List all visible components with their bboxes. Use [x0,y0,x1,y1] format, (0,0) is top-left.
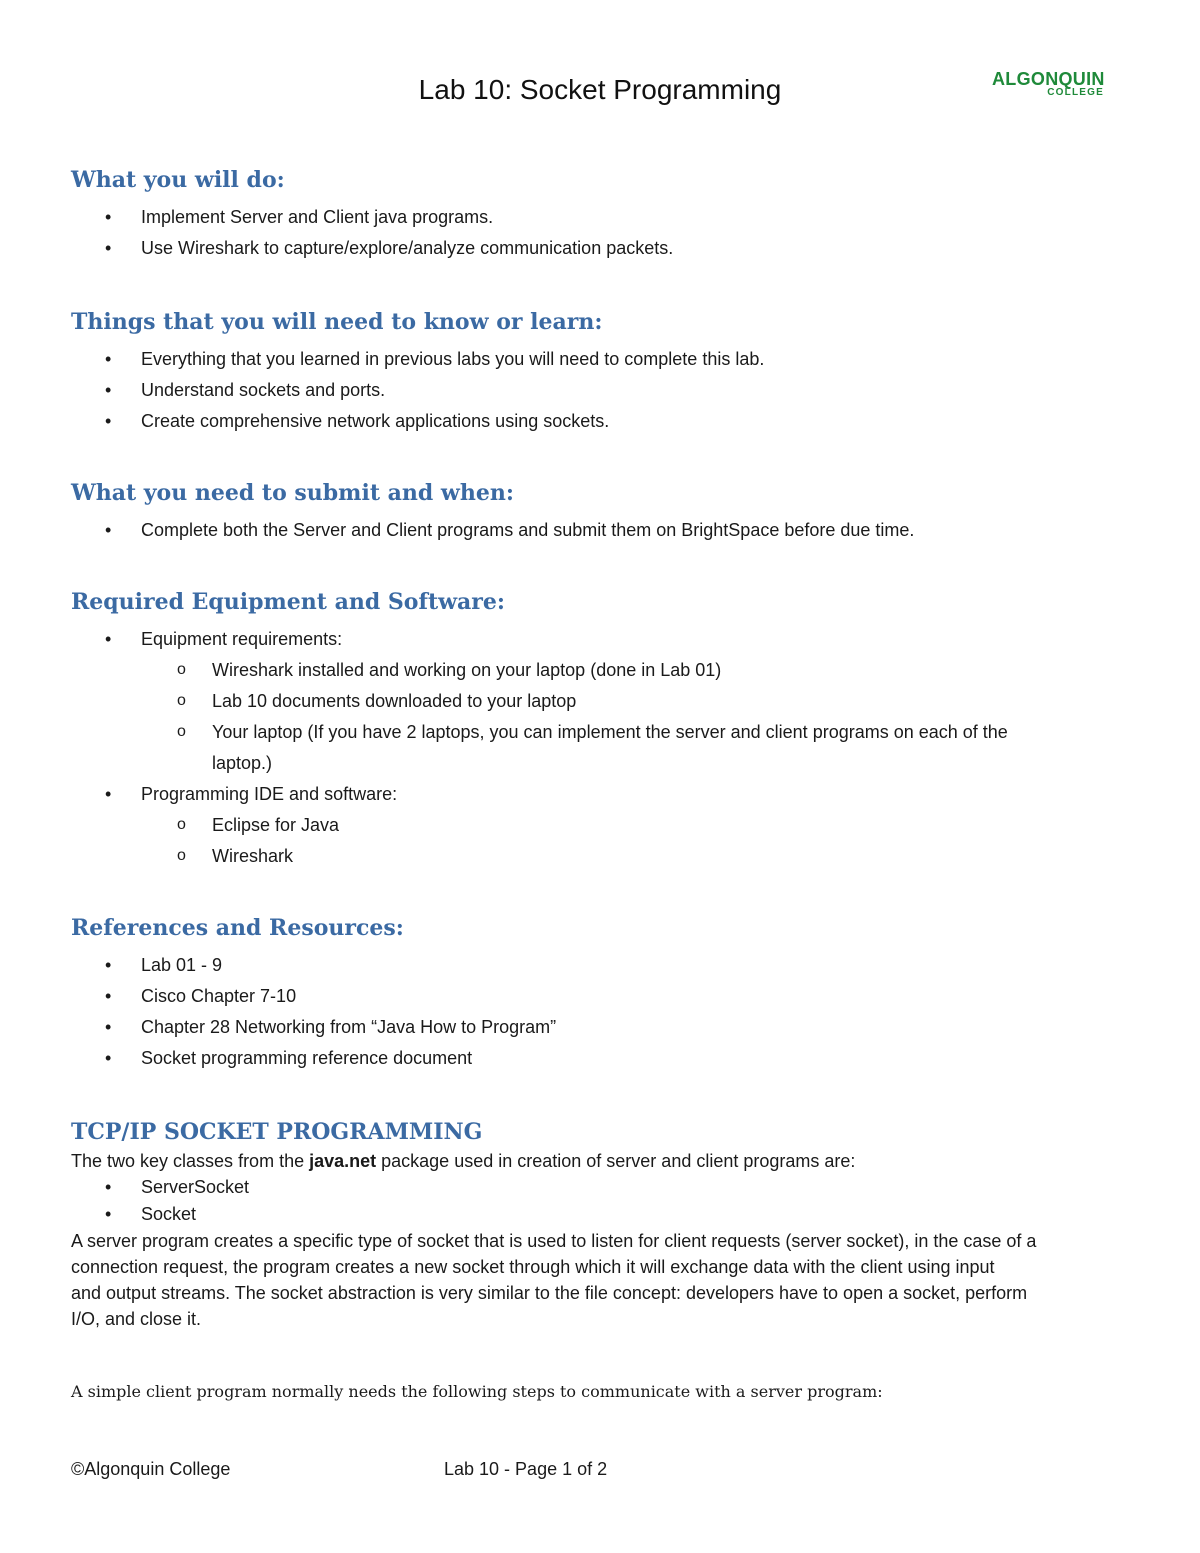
document-title: Lab 10: Socket Programming [418,74,782,105]
list-item: • Understand sockets and ports. [71,375,1131,406]
sub-list-item-line: laptop.) [212,753,273,773]
list-submit [71,515,1131,546]
list-item: • Socket programming reference document [71,1043,1131,1074]
footer-page-number: Lab 10 - Page 1 of 2 [444,1459,608,1479]
sub-list-item: o Wireshark installed and working on your laptop (done in Lab 01) [71,655,1131,686]
logo-sub-text: COLLEGE [1047,87,1104,98]
logo-main-text: ALGONQUIN [992,69,1105,89]
list-what-you-will-do [71,202,1131,264]
list-item: • Programming IDE and software: [71,779,1131,810]
list-item: • Everything that you learned in previous labs you will need to complete this lab. [71,344,1131,375]
sub-list-item: o Eclipse for Java [71,810,1131,841]
sub-list-item-line: o Your laptop (If you have 2 laptops, you can implement the server and client programs on each of the [212,722,1008,742]
list-item: • Cisco Chapter 7-10 [71,981,1131,1012]
list-item: • Chapter 28 Networking from “Java How to Program” [71,1012,1131,1043]
heading-equipment: Required Equipment and Software: [71,589,506,615]
heading-what-you-will-do: What you will do: [71,167,285,193]
list-item: • Implement Server and Client java programs. [71,202,1131,233]
tcpip-paragraph-line: connection request, the program creates a new socket through which it will exchange data with the client using input [71,1257,995,1277]
list-references [71,950,1131,1074]
tcpip-intro-package: java.net [309,1151,377,1171]
heading-submit: What you need to submit and when: [71,480,514,506]
sub-list-item: o Wireshark [71,841,1131,872]
tcpip-intro-after: package used in creation of server and client programs are: [376,1151,856,1171]
heading-things-to-know: Things that you will need to know or learn: [71,309,603,335]
list-item: • Create comprehensive network applications using sockets. [71,406,1131,437]
list-item: • Complete both the Server and Client programs and submit them on BrightSpace before due time. [71,515,1131,546]
list-item: • Lab 01 - 9 [71,950,1131,981]
sub-list-item [71,717,1131,779]
list-classes [71,1174,1131,1228]
list-equipment [71,624,1131,872]
list-item: • Equipment requirements: [71,624,1131,655]
tcpip-intro-before: The two key classes from the [71,1151,310,1171]
list-item: • ServerSocket [71,1174,1131,1201]
client-steps-text: A simple client program normally needs the following steps to communicate with a server program: [71,1382,883,1401]
tcpip-intro [71,1148,1131,1174]
tcpip-paragraph-line: I/O, and close it. [71,1309,202,1329]
footer-copyright: ©Algonquin College [71,1459,231,1479]
tcpip-paragraph-line: and output streams. The socket abstraction is very similar to the file concept: developers have to open a socket, perform [71,1283,1028,1303]
list-item: • Use Wireshark to capture/explore/analyze communication packets. [71,233,1131,264]
sub-list-item: o Lab 10 documents downloaded to your laptop [71,686,1131,717]
document-body [71,164,1131,1404]
algonquin-college-logo [992,70,1106,100]
list-item: • Socket [71,1201,1131,1228]
list-things-to-know [71,344,1131,437]
heading-tcpip: TCP/IP SOCKET PROGRAMMING [71,1119,483,1145]
tcpip-paragraph-line: A server program creates a specific type of socket that is used to listen for client requests (server socket), in the case of a [71,1231,1037,1251]
heading-references: References and Resources: [71,915,404,941]
